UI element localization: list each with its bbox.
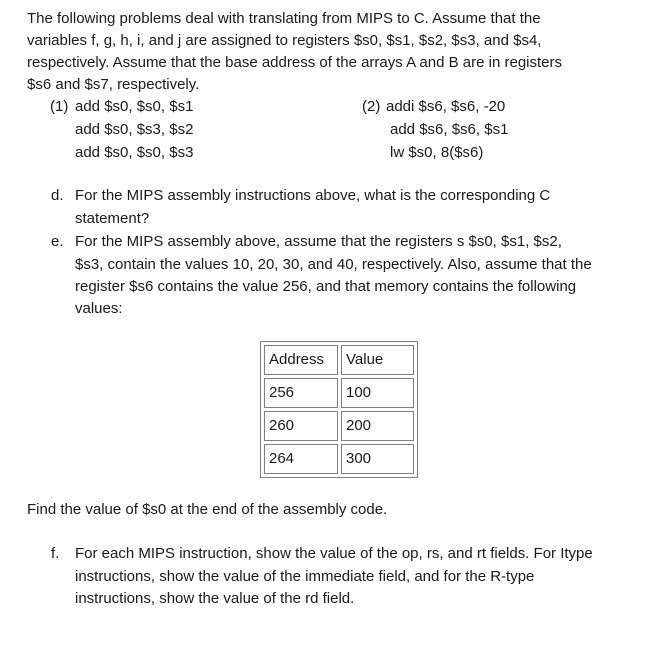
code-line: add $s0, $s3, $s2: [75, 121, 194, 138]
intro-line: respectively. Assume that the base address of the arrays A and B are in registers: [27, 54, 563, 71]
question-line: values:: [75, 300, 123, 317]
table-header-value: Value: [341, 345, 414, 375]
code-line: add $s6, $s6, $s1: [390, 121, 509, 138]
table-cell-address: 264: [264, 444, 338, 474]
code-line: add $s0, $s0, $s1: [75, 98, 194, 115]
intro-paragraph: [27, 8, 667, 96]
question-d-label: d.: [51, 187, 64, 204]
question-line: For each MIPS instruction, show the value of the op, rs, and rt fields. For Itype: [75, 545, 593, 562]
question-line: instructions, show the value of the rd field.: [75, 590, 355, 607]
question-line: register $s6 contains the value 256, and that memory contains the following: [75, 278, 577, 295]
table-cell-value: 300: [341, 444, 414, 474]
table-row: [264, 378, 414, 408]
table-header-address: Address: [264, 345, 338, 375]
code-block-1-label: (1): [50, 98, 69, 115]
table-row: [264, 444, 414, 474]
question-line: For the MIPS assembly instructions above, what is the corresponding C: [75, 187, 551, 204]
memory-table: [260, 341, 418, 478]
table-row: [264, 411, 414, 441]
table-cell-address: 260: [264, 411, 338, 441]
question-line: $s3, contain the values 10, 20, 30, and 40, respectively. Also, assume that the: [75, 256, 592, 273]
code-block-2-label: (2): [362, 98, 381, 115]
question-line: instructions, show the value of the immediate field, and for the R-type: [75, 568, 535, 585]
table-cell-value: 100: [341, 378, 414, 408]
code-line: addi $s6, $s6, -20: [386, 98, 506, 115]
intro-line: $s6 and $s7, respectively.: [27, 76, 200, 93]
table-cell-address: 256: [264, 378, 338, 408]
question-f-label: f.: [51, 545, 60, 562]
question-line: statement?: [75, 210, 150, 227]
question-line: For the MIPS assembly above, assume that the registers s $s0, $s1, $s2,: [75, 233, 562, 250]
intro-line: variables f, g, h, i, and j are assigned to registers $s0, $s1, $s2, $s3, and $s4,: [27, 32, 542, 49]
table-cell-value: 200: [341, 411, 414, 441]
find-instruction: Find the value of $s0 at the end of the assembly code.: [27, 501, 388, 518]
question-e-label: e.: [51, 233, 64, 250]
code-line: lw $s0, 8($s6): [390, 144, 484, 161]
table-header-row: [264, 345, 414, 375]
code-line: add $s0, $s0, $s3: [75, 144, 194, 161]
intro-line: The following problems deal with translating from MIPS to C. Assume that the: [27, 10, 541, 27]
